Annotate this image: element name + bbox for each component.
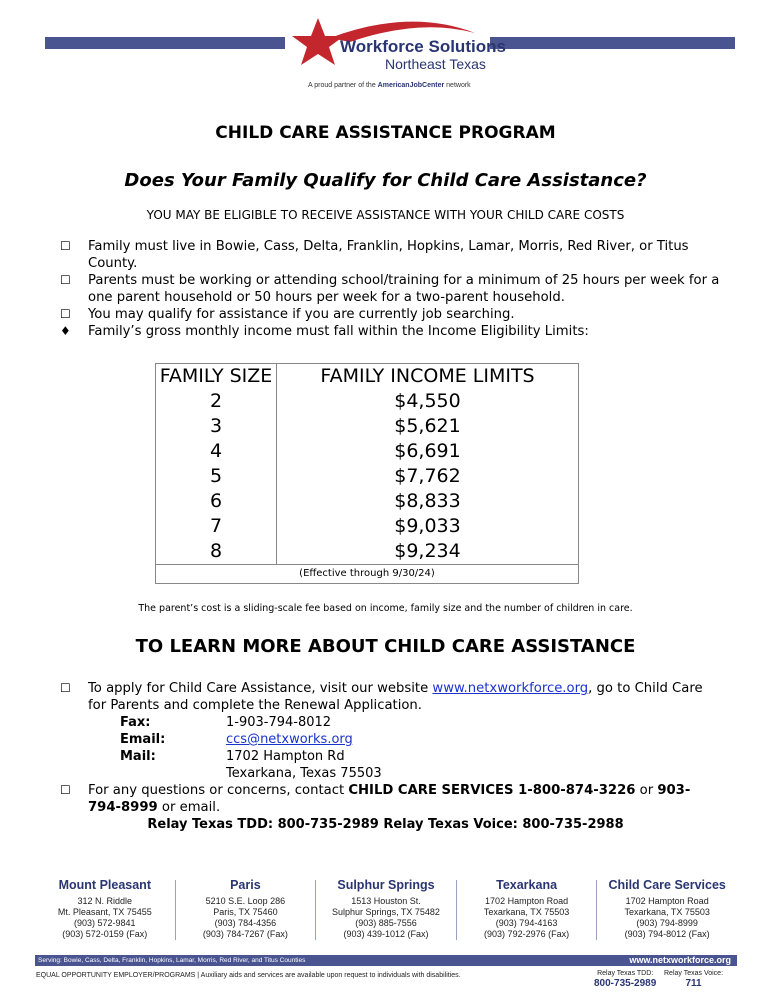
table-row [156, 389, 579, 414]
income-limit-cell: $7,762 [277, 464, 579, 489]
office-mount-pleasant: Mount Pleasant 312 N. Riddle Mt. Pleasant, TX 75455 (903) 572-9841 (903) 572-0159 (Fax) [57, 878, 152, 939]
learn-more-heading: TO LEARN MORE ABOUT CHILD CARE ASSISTANCE [135, 636, 636, 657]
income-limit-cell: $8,833 [277, 489, 579, 514]
income-limit-cell: $9,234 [277, 539, 579, 565]
alt-phone: 903-794-8999 [88, 783, 691, 815]
questions-section [60, 782, 720, 816]
partner-line: A proud partner of the AmericanJobCenter network [308, 82, 471, 89]
table-footnote: (Effective through 9/30/24) [156, 565, 579, 584]
income-limit-cell: $5,621 [277, 414, 579, 439]
office-list [35, 880, 737, 940]
page-title: CHILD CARE ASSISTANCE PROGRAM [215, 123, 556, 143]
office-paris: Paris 5210 S.E. Loop 286 Paris, TX 75460 (903) 784-4356 (903) 784-7267 (Fax) [175, 880, 316, 940]
list-item: ☐ For any questions or concerns, contact CHILD CARE SERVICES 1-800-874-3226 or 903-794-8999 or email. [60, 783, 691, 815]
relay-texas-line: Relay Texas TDD: 800-735-2989 Relay Texas Voice: 800-735-2988 [147, 817, 624, 832]
logo-text-line1: Workforce Solutions [340, 37, 506, 56]
family-size-cell: 8 [156, 539, 277, 565]
apply-section [60, 680, 720, 714]
logo-text-line2: Northeast Texas [385, 56, 486, 72]
footer-tdd: Relay Texas TDD: 800-735-2989 [594, 970, 657, 989]
table-row [156, 489, 579, 514]
list-item: ♦ Family’s gross monthly income must fall within the Income Eligibility Limits: [60, 324, 589, 339]
income-limit-cell: $6,691 [277, 439, 579, 464]
table-header: FAMILY SIZE [156, 364, 277, 390]
income-limit-cell: $4,550 [277, 389, 579, 414]
contact-phone: CHILD CARE SERVICES 1-800-874-3226 [348, 783, 636, 798]
checkbox-icon: ☐ [60, 681, 71, 695]
diamond-icon: ♦ [60, 324, 71, 338]
family-size-cell: 5 [156, 464, 277, 489]
list-item: ☐ You may qualify for assistance if you are currently job searching. [60, 307, 515, 322]
fax-number: 1-903-794-8012 [226, 715, 332, 730]
table-row [156, 464, 579, 489]
footer-voice: Relay Texas Voice: 711 [664, 970, 724, 989]
family-size-cell: 4 [156, 439, 277, 464]
mail-address-line2: Texarkana, Texas 75503 [226, 766, 382, 781]
list-item: ☐ Family must live in Bowie, Cass, Delta, Franklin, Hopkins, Lamar, Morris, Red River, or Titus County. [60, 239, 689, 271]
office-child-care-services: Child Care Services 1702 Hampton Road Texarkana, TX 75503 (903) 794-8999 (903) 794-8012 (Fax) [596, 880, 737, 940]
income-limit-cell: $9,033 [277, 514, 579, 539]
website-link[interactable]: www.netxworkforce.org [432, 681, 589, 696]
criteria-list [60, 238, 720, 340]
footer-serving: Serving: Bowie, Cass, Delta, Franklin, Hopkins, Lamar, Morris, Red River, and Titus Counties [38, 957, 306, 964]
family-size-cell: 3 [156, 414, 277, 439]
email-link[interactable]: ccs@netxworks.org [226, 732, 353, 747]
fax-line: Fax: 1-903-794-8012 [120, 715, 332, 730]
email-line: Email: ccs@netxworks.org [120, 732, 353, 747]
family-size-cell: 2 [156, 389, 277, 414]
mail-address-line1: 1702 Hampton Rd [226, 749, 345, 764]
income-limits-table [155, 363, 579, 584]
list-item: ☐ To apply for Child Care Assistance, visit our website www.netxworkforce.org, go to Child Care for Parents and complete the Renewal Application. [60, 681, 703, 713]
mail-line-2 [120, 765, 382, 782]
family-size-cell: 7 [156, 514, 277, 539]
checkbox-icon: ☐ [60, 307, 71, 321]
page-subtitle: Does Your Family Qualify for Child Care Assistance? [124, 170, 647, 191]
table-row [156, 439, 579, 464]
checkbox-icon: ☐ [60, 783, 71, 797]
family-size-cell: 6 [156, 489, 277, 514]
header-band-left [45, 37, 285, 49]
list-item: ☐ Parents must be working or attending school/training for a minimum of 25 hours per week for a one parent household or 50 hours per week for a two-parent household. [60, 273, 720, 305]
table-row [156, 539, 579, 565]
header-band-right [490, 37, 735, 49]
footer-website[interactable]: www.netxworkforce.org [629, 955, 731, 965]
office-texarkana: Texarkana 1702 Hampton Road Texarkana, TX 75503 (903) 794-4163 (903) 792-2976 (Fax) [456, 880, 597, 940]
checkbox-icon: ☐ [60, 273, 71, 287]
mail-line: Mail: 1702 Hampton Rd [120, 749, 345, 764]
office-sulphur-springs: Sulphur Springs 1513 Houston St. Sulphur Springs, TX 75482 (903) 885-7556 (903) 439-1012 (Fax) [315, 880, 456, 940]
table-row [156, 514, 579, 539]
table-header: FAMILY INCOME LIMITS [277, 364, 579, 390]
eeo-statement: EQUAL OPPORTUNITY EMPLOYER/PROGRAMS | Auxiliary aids and services are available upon request to individuals with disabilities. [36, 972, 461, 979]
sliding-scale-note: The parent’s cost is a sliding-scale fee based on income, family size and the number of children in care. [138, 603, 633, 614]
table-row [156, 414, 579, 439]
eligibility-note: YOU MAY BE ELIGIBLE TO RECEIVE ASSISTANCE WITH YOUR CHILD CARE COSTS [146, 208, 625, 222]
checkbox-icon: ☐ [60, 239, 71, 253]
